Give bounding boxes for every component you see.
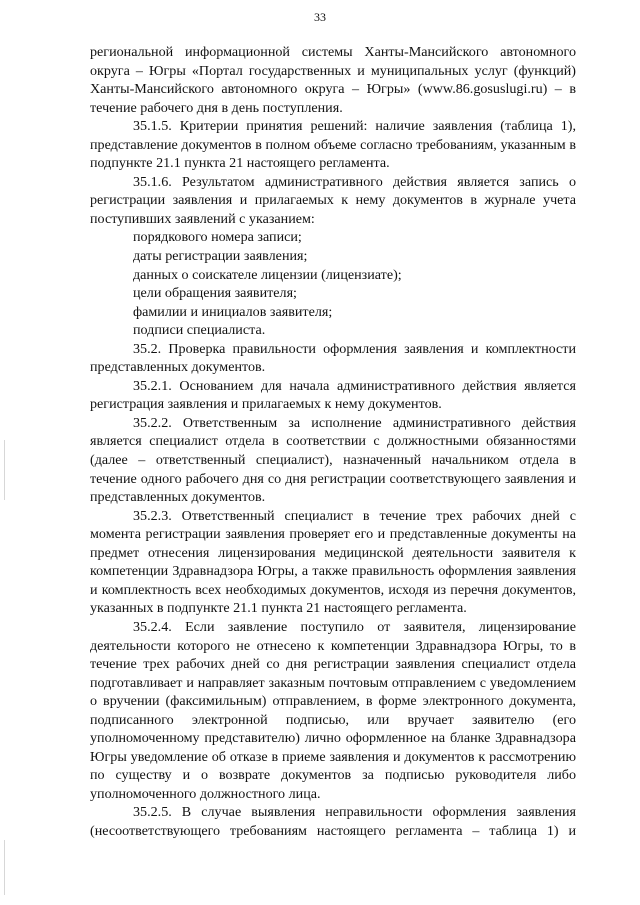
- paragraph-35-2: 35.2. Проверка правильности оформления заявления и комплектности представленных документов.: [90, 340, 576, 376]
- paragraph-35-2-1: 35.2.1. Основанием для начала административного действия является регистрация заявления и прилагаемых к нему документов.: [90, 377, 576, 413]
- list-item-signature: подписи специалиста.: [133, 322, 266, 339]
- paragraph-35-2-4: 35.2.4. Если заявление поступило от заявителя, лицензирование деятельности которого не отнесено к компетенции Здравнадзора Югры, то в течение трех рабочих дней со дня регистрации заявления специалист отдела подготавливает и направляет заказным почтовым отправлением с уведомлением о вручении (факсимильным) отправлением, в форме электронного документа, подписанного электронной подписью, или вручает заявителю (его уполномоченному представителю) лично оформленное на бланке Здравнадзора Югры уведомление об отказе в приеме заявления и документов к рассмотрению по существу и о возврате документов за подписью руководителя либо уполномоченного должностного лица.: [90, 618, 576, 802]
- scan-edge-mark: [4, 440, 5, 500]
- paragraph-continuation: региональной информационной системы Ханты-Мансийского автономного округа – Югры «Портал государственных и муниципальных услуг (функций) Ханты-Мансийского автономного округа – Югры» (www.86.gosuslugi.ru) – в течение рабочего дня в день поступления.: [90, 44, 576, 116]
- paragraph-35-2-3: 35.2.3. Ответственный специалист в течение трех рабочих дней с момента регистрации заявления проверяет его и представленные документы на предмет отнесения лицензирования медицинской деятельности заявителя к компетенции Здравнадзора Югры, а также правильность оформления заявления и комплектность всех необходимых документов, исходя из перечня документов, указанных в подпункте 21.1 пункта 21 настоящего регламента.: [90, 507, 576, 617]
- page-number: 33: [314, 10, 326, 24]
- list-item-applicant-data: данных о соискателе лицензии (лицензиате);: [133, 266, 402, 283]
- list-item-purpose: цели обращения заявителя;: [133, 285, 297, 302]
- paragraph-35-1-6: 35.1.6. Результатом административного действия является запись о регистрации заявления и прилагаемых к нему документов в журнале учета поступивших заявлений с указанием:: [90, 173, 576, 227]
- paragraph-35-2-2: 35.2.2. Ответственным за исполнение административного действия является специалист отдела в соответствии с должностными обязанностями (далее – ответственный специалист), назначенный начальником отдела в течение одного рабочего дня со дня регистрации соответствующего заявления и представленных документов.: [90, 414, 576, 506]
- list-item-applicant-name: фамилии и инициалов заявителя;: [133, 303, 333, 320]
- paragraph-35-2-5: 35.2.5. В случае выявления неправильности оформления заявления (несоответствующего требованиям настоящего регламента – таблица 1) и: [90, 804, 576, 839]
- list-item-record-number: порядкового номера записи;: [133, 229, 302, 246]
- scan-edge-mark: [4, 840, 5, 895]
- paragraph-35-1-5: 35.1.5. Критерии принятия решений: наличие заявления (таблица 1), представление документов в полном объеме согласно требованиям, указанным в подпункте 21.1 пункта 21 настоящего регламента.: [90, 118, 576, 172]
- list-item-registration-date: даты регистрации заявления;: [133, 248, 308, 265]
- document-body: [90, 43, 576, 841]
